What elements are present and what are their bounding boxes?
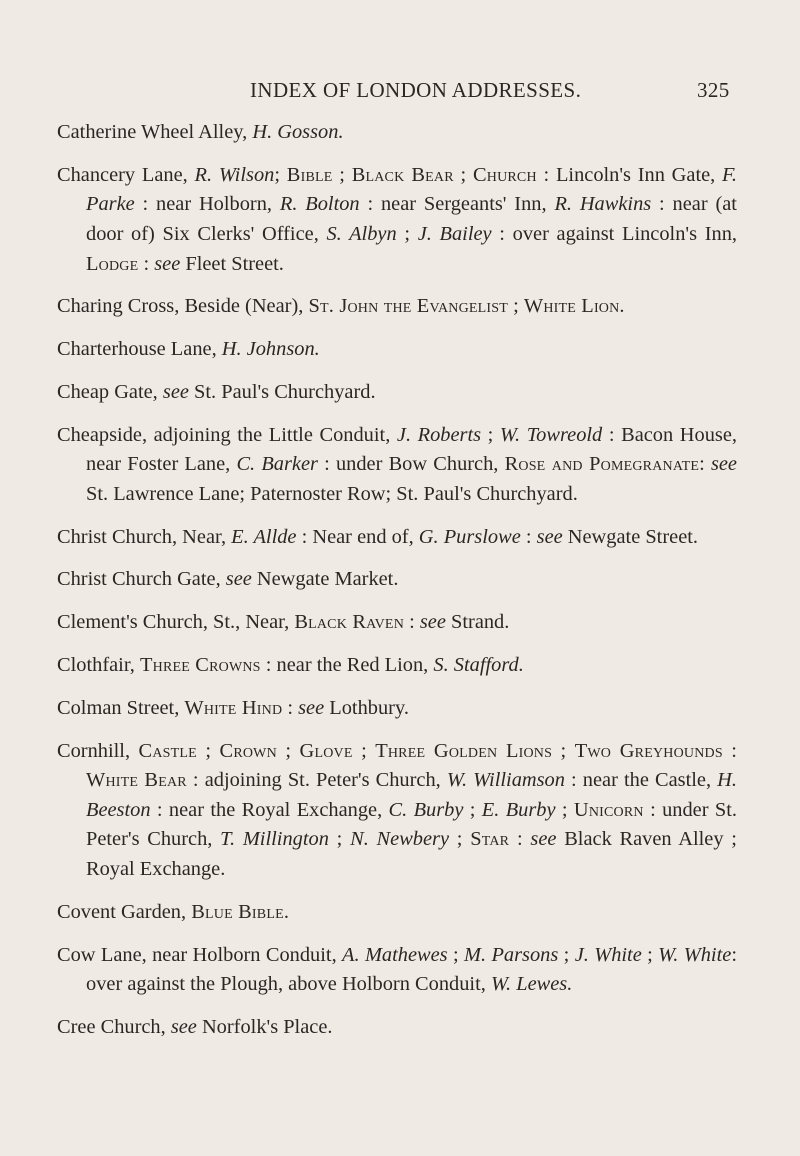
entry-text: : under St. Peter's Church, bbox=[86, 798, 737, 851]
italic-text: C. Burby bbox=[388, 798, 464, 821]
entry-text: ; bbox=[558, 943, 575, 966]
entry-text: ; bbox=[396, 222, 418, 245]
sign-name: Black Bear bbox=[351, 163, 454, 186]
italic-text: W. Williamson bbox=[446, 769, 565, 792]
entry-text: ; bbox=[447, 943, 465, 966]
italic-text: H. Johnson. bbox=[221, 338, 320, 361]
italic-text: see bbox=[298, 696, 325, 719]
italic-text: S. Stafford. bbox=[433, 654, 524, 676]
entry-text: Cree Church, bbox=[57, 1015, 171, 1038]
italic-text: J. Roberts bbox=[396, 423, 482, 446]
entry-text: ; bbox=[352, 739, 376, 762]
entry-text: : bbox=[722, 739, 737, 762]
sign-name: Two Greyhounds bbox=[574, 739, 723, 762]
sign-name: White Hind bbox=[184, 696, 283, 719]
italic-text: see bbox=[225, 568, 252, 591]
entry-text: : Near end of, bbox=[296, 525, 419, 548]
index-entry bbox=[57, 694, 737, 724]
italic-text: see bbox=[710, 453, 737, 476]
entry-text: : adjoining St. Peter's Church, bbox=[186, 769, 447, 792]
index-entry bbox=[57, 737, 737, 885]
entry-text: Covent Garden, bbox=[57, 900, 192, 923]
entry-text: ; bbox=[328, 828, 351, 851]
index-entry bbox=[57, 378, 737, 408]
entry-text: ; bbox=[641, 943, 659, 966]
entry-text: ; bbox=[508, 295, 524, 318]
italic-text: A. Mathewes bbox=[342, 943, 448, 966]
italic-text: H. Beeston bbox=[86, 769, 737, 821]
sign-name: Rose and Pomegranate bbox=[504, 453, 700, 476]
entry-text: : Lincoln's Inn Gate, bbox=[536, 163, 723, 186]
entry-text: : over against the Plough, above Holborn Conduit, bbox=[86, 943, 737, 996]
sign-name: Lodge bbox=[86, 252, 139, 275]
italic-text: see bbox=[170, 1015, 197, 1038]
entry-text: : bbox=[509, 828, 531, 851]
italic-text: N. Newbery bbox=[350, 828, 450, 851]
italic-text: J. Bailey bbox=[417, 222, 492, 245]
entry-text: St. Paul's Churchyard. bbox=[188, 380, 376, 403]
italic-text: W. Lewes. bbox=[490, 973, 573, 996]
index-entry bbox=[57, 118, 737, 148]
entry-text: : Bacon House, near Foster Lane, bbox=[86, 423, 737, 476]
sign-name: Black Raven bbox=[294, 611, 404, 634]
entry-text: Cheapside, adjoining the Little Conduit, bbox=[57, 423, 397, 446]
index-entry bbox=[57, 421, 737, 510]
entry-text: Christ Church Gate, bbox=[57, 568, 226, 591]
italic-text: see bbox=[162, 380, 189, 403]
entry-text: : bbox=[138, 252, 155, 275]
entry-text: : over against Lincoln's Inn, bbox=[491, 222, 737, 245]
italic-text: R. Hawkins bbox=[554, 193, 652, 216]
italic-text: see bbox=[536, 525, 563, 548]
entry-text: Cheap Gate, bbox=[57, 380, 163, 403]
italic-text: R. Bolton bbox=[279, 193, 360, 216]
entry-text: : near the Red Lion, bbox=[260, 654, 434, 676]
index-entries bbox=[57, 118, 737, 1056]
sign-name: Glove bbox=[299, 739, 353, 762]
italic-text: F. Parke bbox=[86, 163, 737, 216]
entry-text: : bbox=[699, 453, 711, 476]
sign-name: Three Crowns bbox=[140, 654, 261, 676]
entry-text: ; bbox=[453, 163, 473, 186]
sign-name: Three Golden Lions bbox=[375, 739, 553, 762]
entry-text: Christ Church, Near, bbox=[57, 525, 232, 548]
index-entry bbox=[57, 608, 737, 638]
entry-text: : near the Royal Exchange, bbox=[150, 798, 389, 821]
entry-text: Cornhill, bbox=[57, 739, 139, 762]
index-entry bbox=[57, 651, 737, 681]
sign-name: Star bbox=[470, 828, 510, 851]
entry-text: Colman Street, bbox=[57, 696, 185, 719]
index-entry bbox=[57, 292, 737, 322]
sign-name: White Lion. bbox=[523, 295, 625, 318]
italic-text: H. Gosson. bbox=[252, 121, 344, 143]
entry-text: Black Raven Alley ; Royal Exchange. bbox=[86, 828, 737, 880]
italic-text: E. Burby bbox=[481, 798, 556, 821]
index-entry bbox=[57, 898, 737, 928]
entry-text: ; bbox=[196, 739, 220, 762]
entry-text: Charing Cross, Beside (Near), bbox=[57, 295, 309, 318]
entry-text: Clement's Church, St., Near, bbox=[57, 611, 295, 634]
entry-text: Fleet Street. bbox=[180, 252, 284, 275]
entry-text: St. Lawrence Lane; Paternoster Row; St. Paul's Churchyard. bbox=[86, 482, 578, 505]
entry-text: Chancery Lane, bbox=[57, 163, 195, 186]
entry-text: ; bbox=[481, 423, 500, 446]
sign-name: Church bbox=[472, 163, 537, 186]
index-entry bbox=[57, 565, 737, 595]
entry-text: Lothbury. bbox=[324, 696, 409, 719]
italic-text: M. Parsons bbox=[464, 943, 559, 966]
italic-text: C. Barker bbox=[236, 453, 318, 476]
sign-name: White Bear bbox=[86, 769, 187, 792]
index-entry bbox=[57, 1013, 737, 1043]
page-number: 325 bbox=[697, 78, 730, 102]
entry-text: ; bbox=[555, 798, 574, 821]
sign-name: Blue Bible. bbox=[191, 900, 290, 923]
entry-text: : bbox=[404, 611, 420, 634]
entry-text: : near the Castle, bbox=[564, 769, 718, 792]
entry-text: Cow Lane, near Holborn Conduit, bbox=[57, 943, 343, 966]
entry-text: : near Sergeants' Inn, bbox=[359, 193, 555, 216]
index-entry bbox=[57, 523, 737, 553]
sign-name: Crown bbox=[219, 739, 277, 762]
entry-text: ; bbox=[276, 739, 300, 762]
italic-text: see bbox=[419, 611, 446, 634]
entry-text: : bbox=[282, 696, 299, 719]
entry-text: : near Holborn, bbox=[134, 193, 280, 216]
italic-text: G. Purslowe bbox=[418, 525, 521, 548]
italic-text: J. White bbox=[574, 943, 642, 966]
entry-text: ; bbox=[552, 739, 575, 762]
entry-text: Clothfair, bbox=[57, 654, 140, 676]
entry-text: Newgate Street. bbox=[562, 525, 699, 548]
italic-text: T. Millington bbox=[220, 828, 329, 851]
italic-text: R. Wilson bbox=[194, 163, 275, 186]
sign-name: St. John the Evangelist bbox=[308, 295, 508, 318]
entry-text: Charterhouse Lane, bbox=[57, 338, 222, 361]
sign-name: Castle bbox=[138, 739, 197, 762]
entry-text: ; bbox=[274, 163, 287, 186]
italic-text: see bbox=[530, 828, 557, 851]
italic-text: S. Albyn bbox=[326, 222, 397, 245]
index-entry bbox=[57, 161, 737, 279]
italic-text: E. Allde bbox=[231, 525, 297, 548]
entry-text: Catherine Wheel Alley, bbox=[57, 121, 253, 143]
entry-text: Newgate Market. bbox=[251, 568, 399, 591]
index-entry bbox=[57, 941, 737, 1000]
page-title: INDEX OF LONDON ADDRESSES. bbox=[250, 78, 582, 102]
italic-text: W. White bbox=[658, 943, 732, 966]
entry-text: ; bbox=[332, 163, 352, 186]
entry-text: : bbox=[520, 525, 537, 548]
italic-text: W. Towreold bbox=[499, 423, 603, 446]
entry-text: Norfolk's Place. bbox=[196, 1015, 333, 1038]
sign-name: Bible bbox=[286, 163, 333, 186]
entry-text: ; bbox=[463, 798, 482, 821]
entry-text: : near (at door of) Six Clerks' Office, bbox=[86, 193, 737, 245]
index-entry bbox=[57, 335, 737, 365]
italic-text: see bbox=[154, 252, 181, 275]
entry-text: : under Bow Church, bbox=[317, 453, 505, 476]
sign-name: Unicorn bbox=[573, 798, 644, 821]
entry-text: ; bbox=[449, 828, 471, 851]
entry-text: Strand. bbox=[445, 611, 510, 634]
